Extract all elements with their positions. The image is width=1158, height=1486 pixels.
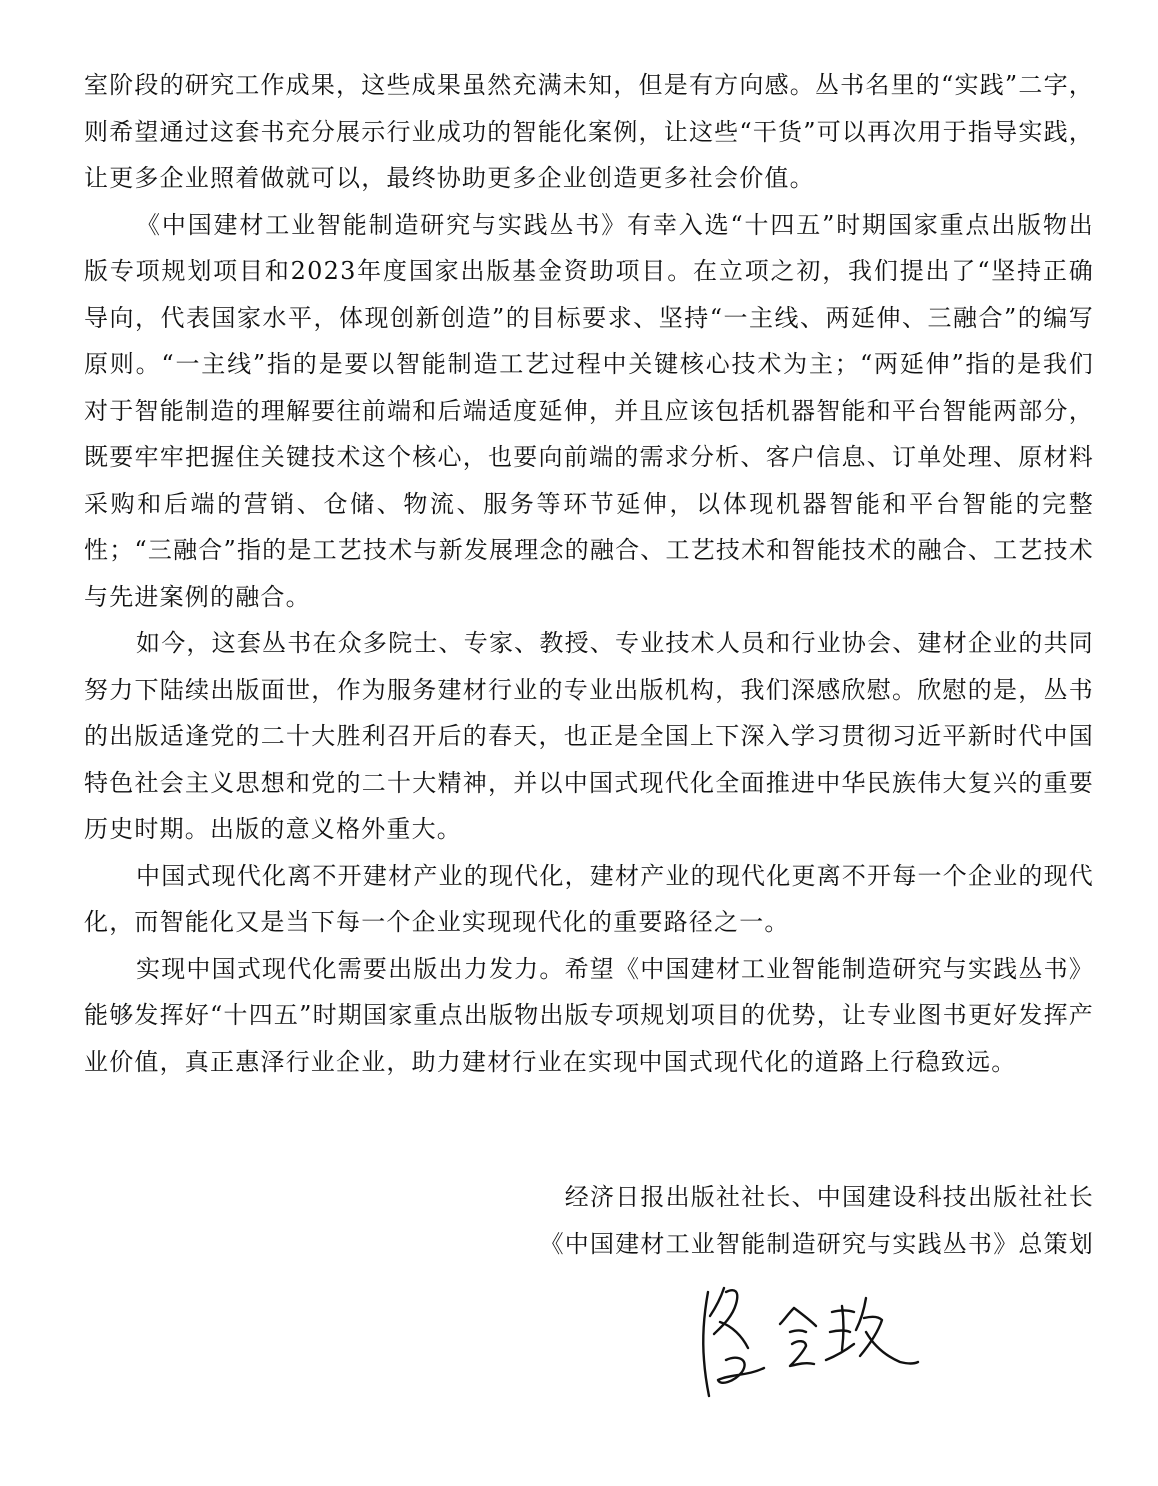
- handwritten-signature: [690, 1270, 922, 1402]
- signature-block: [540, 1174, 1094, 1268]
- paragraph-publication: 如今，这套丛书在众多院士、专家、教授、专业技术人员和行业协会、建材企业的共同努力下陆续出版面世，作为服务建材行业的专业出版机构，我们深感欣慰。欣慰的是，丛书的出版适逢党的二十大胜利召开后的春天，也正是全国上下深入学习贯彻习近平新时代中国特色社会主义思想和党的二十大精神，并以中国式现代化全面推进中华民族伟大复兴的重要历史时期。出版的意义格外重大。: [84, 629, 1094, 843]
- paragraph-series-selection: 《中国建材工业智能制造研究与实践丛书》有幸入选“十四五”时期国家重点出版物出版专项规划项目和2023年度国家出版基金资助项目。在立项之初，我们提出了“坚持正确导向，代表国家水平，体现创新创造”的目标要求、坚持“一主线、两延伸、三融合”的编写原则。“一主线”指的是要以智能制造工艺过程中关键核心技术为主；“两延伸”指的是我们对于智能制造的理解要往前端和后端适度延伸，并且应该包括机器智能和平台智能两部分，既要牢牢把握住关键技术这个核心，也要向前端的需求分析、客户信息、订单处理、原材料采购和后端的营销、仓储、物流、服务等环节延伸，以体现机器智能和平台智能的完整性；“三融合”指的是工艺技术与新发展理念的融合、工艺技术和智能技术的融合、工艺技术与先进案例的融合。: [84, 210, 1094, 611]
- paragraph-modernization: 中国式现代化离不开建材产业的现代化，建材产业的现代化更离不开每一个企业的现代化，而智能化又是当下每一个企业实现现代化的重要路径之一。: [84, 861, 1094, 936]
- signer-role: 《中国建材工业智能制造研究与实践丛书》总策划: [539, 1230, 1094, 1258]
- document-body: [84, 62, 1094, 1085]
- paragraph-closing: 实现中国式现代化需要出版出力发力。希望《中国建材工业智能制造研究与实践丛书》能够发挥好“十四五”时期国家重点出版物出版专项规划项目的优势，让专业图书更好发挥产业价值，真正惠泽行业企业，助力建材行业在实现中国式现代化的道路上行稳致远。: [84, 954, 1094, 1076]
- signer-title: 经济日报出版社社长、中国建设科技出版社社长: [564, 1183, 1094, 1211]
- paragraph-continued: 室阶段的研究工作成果，这些成果虽然充满未知，但是有方向感。丛书名里的“实践”二字，则希望通过这套书充分展示行业成功的智能化案例，让这些“干货”可以再次用于指导实践，让更多企业照着做就可以，最终协助更多企业创造更多社会价值。: [84, 71, 1094, 192]
